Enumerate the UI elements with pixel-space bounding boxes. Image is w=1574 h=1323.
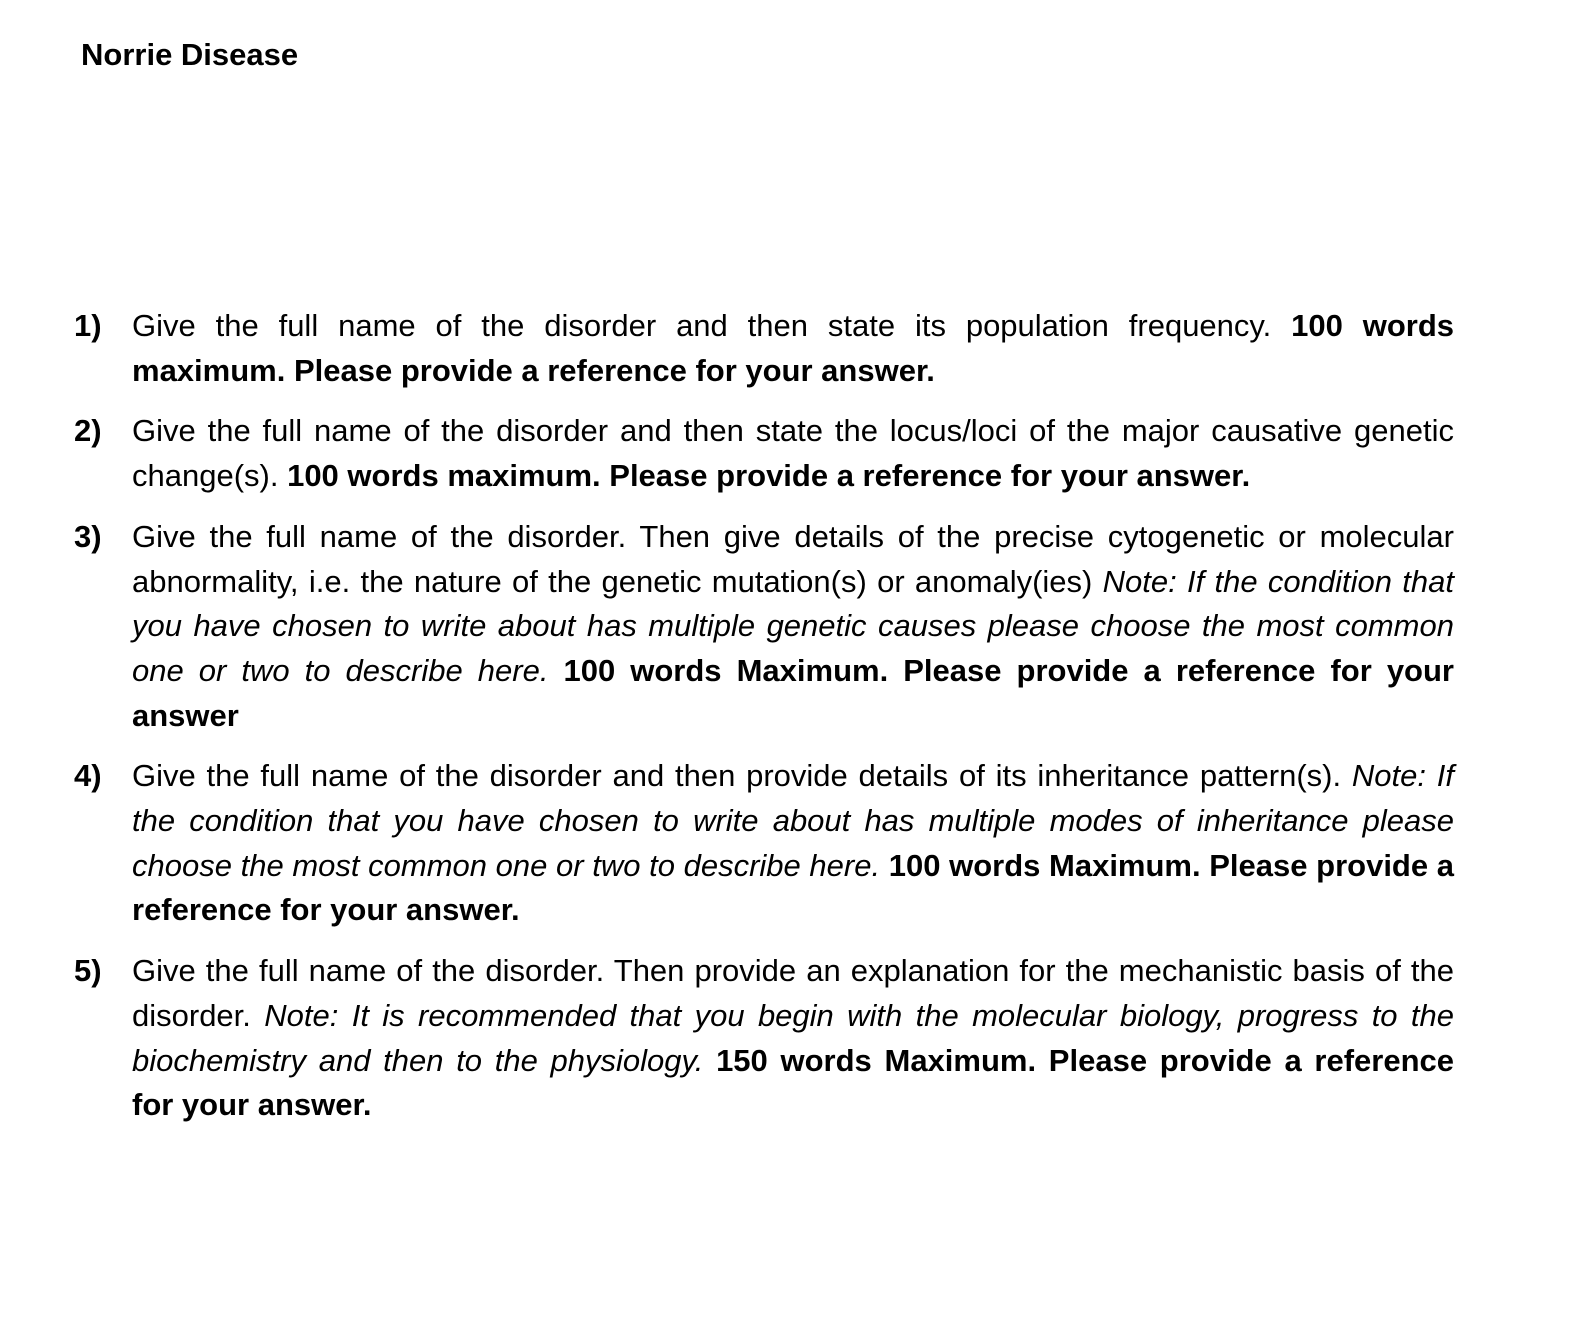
question-text: Give the full name of the disorder and then state the locus/loci of the major causative genetic change(s). — [132, 413, 1454, 494]
question-text: Give the full name of the disorder. Then provide an explanation for the mechanistic basis of the disorder. — [132, 953, 1454, 1033]
question-note: Note: It is recommended that you begin with the molecular biology, progress to the biochemistry and then to the physiology. — [132, 997, 1454, 1078]
question-requirement: 150 words Maximum. Please provide a reference for your answer. — [132, 1042, 1454, 1123]
question-note: Note: If the condition that you have chosen to write about has multiple modes of inheritance please choose the most common one or two to describe here. — [132, 758, 1454, 883]
question-list — [74, 304, 1454, 1144]
document-title: Norrie Disease — [81, 37, 299, 72]
question-number: 1) — [74, 308, 102, 343]
question-requirement: 100 words Maximum. Please provide a reference for your answer — [132, 652, 1454, 733]
question-number: 4) — [74, 758, 102, 794]
question-requirement: 100 words maximum. Please provide a reference for your answer. — [132, 308, 1454, 388]
question-note: Note: If the condition that you have chosen to write about has multiple genetic causes please choose the most common one or two to describe here. — [132, 563, 1454, 688]
question-number: 2) — [74, 413, 102, 449]
question-number: 5) — [74, 953, 102, 989]
question-text: Give the full name of the disorder. Then give details of the precise cytogenetic or molecular abnormality, i.e. the nature of the genetic mutation(s) or anomaly(ies) — [132, 518, 1454, 599]
question-body — [132, 409, 1454, 498]
question-item-3 — [74, 515, 1454, 739]
question-item-4 — [74, 754, 1454, 933]
question-body — [132, 515, 1454, 739]
question-item-2 — [74, 409, 1454, 498]
question-body — [132, 304, 1454, 393]
question-body — [132, 949, 1454, 1128]
question-item-1 — [74, 304, 1454, 393]
question-item-5 — [74, 949, 1454, 1128]
question-requirement: 100 words Maximum. Please provide a reference for your answer. — [132, 847, 1454, 928]
question-body — [132, 754, 1454, 933]
question-number: 3) — [74, 518, 102, 554]
question-text: Give the full name of the disorder and then provide details of its inheritance pattern(s). — [132, 758, 1352, 794]
question-requirement: 100 words maximum. Please provide a reference for your answer. — [287, 458, 1251, 494]
question-text: Give the full name of the disorder and then state its population frequency. — [132, 308, 1292, 343]
